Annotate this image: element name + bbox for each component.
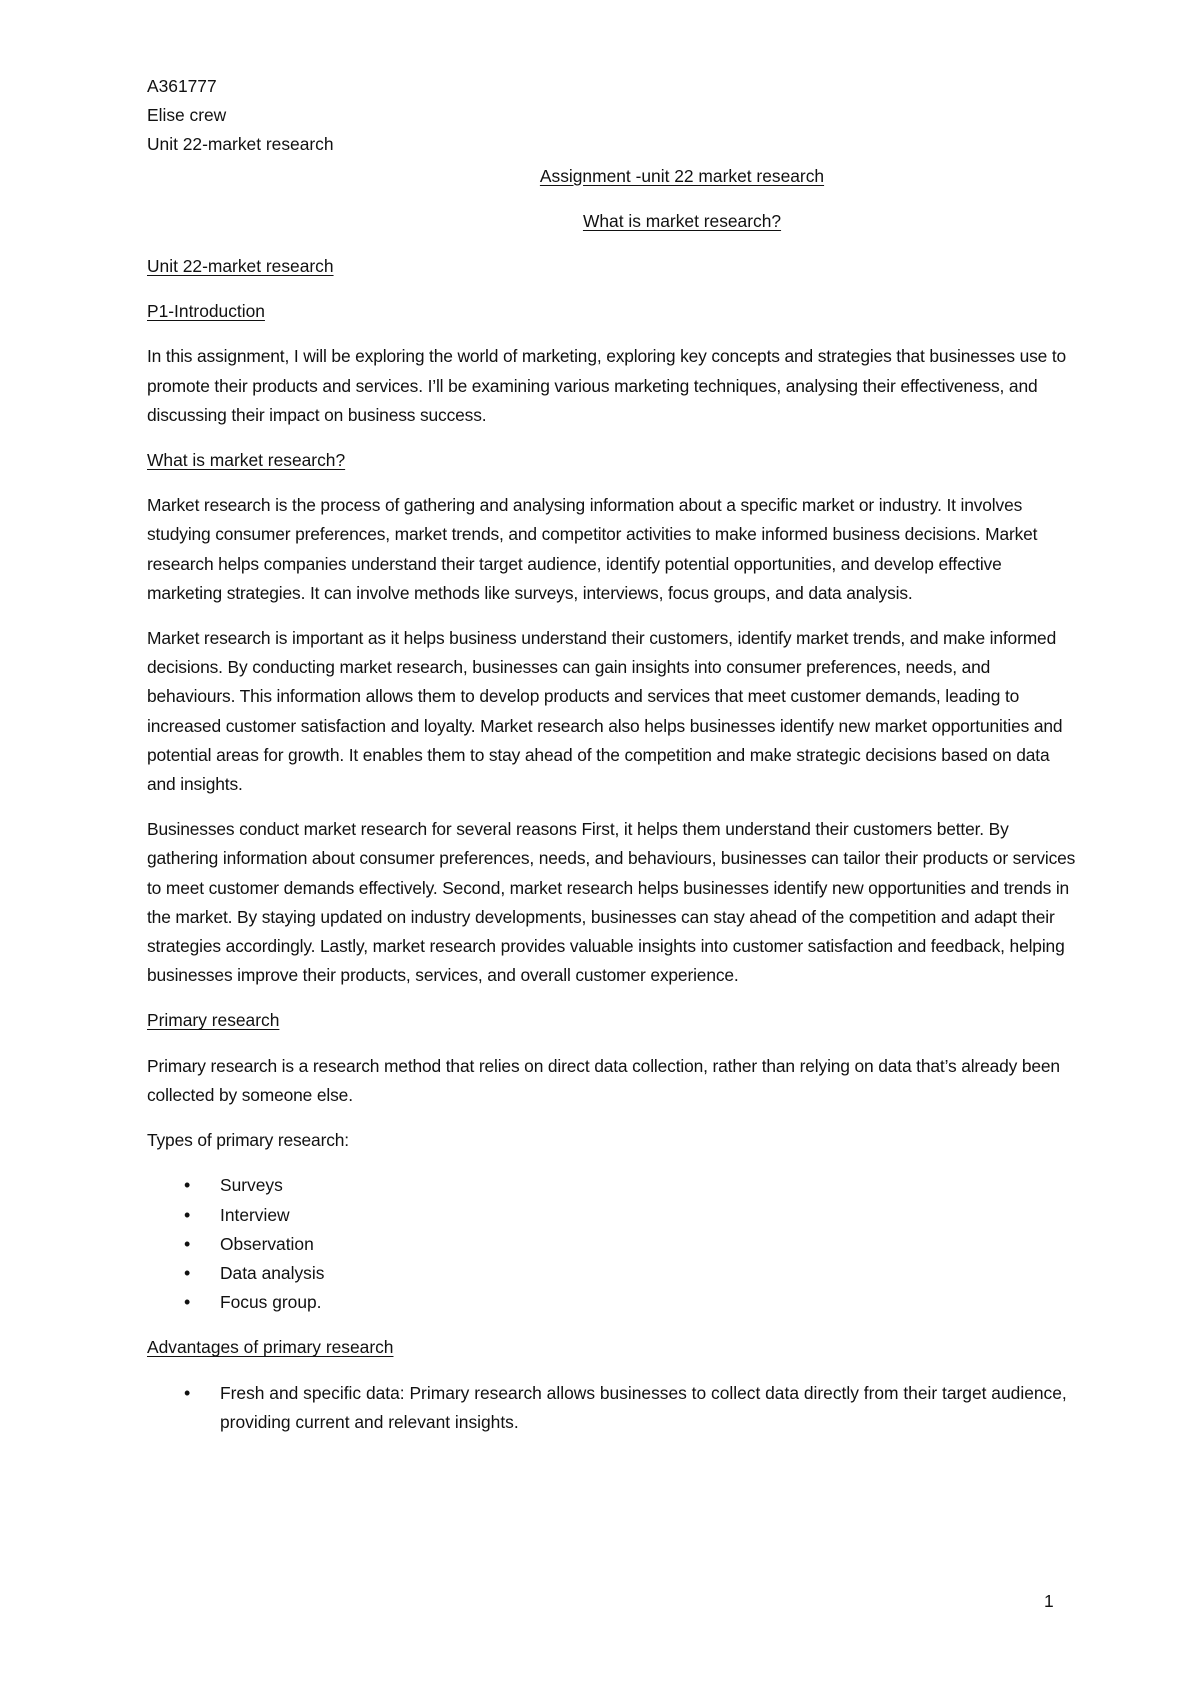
page-number: 1 xyxy=(1044,1591,1054,1611)
list-item: • Interview xyxy=(147,1201,1077,1230)
list-item: • Focus group. xyxy=(147,1288,1077,1317)
document-page xyxy=(147,72,1077,1437)
assignment-question: What is market research? xyxy=(582,210,782,231)
market-research-importance-paragraph: Market research is important as it helps business understand their customers, identify market trends, and make informed decisions. By conducting market research, businesses can gain insights into consumer preferences, needs, and behaviours. This information allows them to develop products and services that meet customer demands, leading to increased customer satisfaction and loyalty. Market research also helps businesses identify new market opportunities and potential areas for growth. It enables them to stay ahead of the competition and make strategic decisions based on data and insights. xyxy=(147,628,1063,795)
introduction-paragraph: In this assignment, I will be exploring the world of marketing, exploring key concepts and strategies that businesses use to promote their products and services. I’ll be examining various marketing techniques, analysing their effectiveness, and discussing their impact on business success. xyxy=(147,346,1067,425)
unit-heading: Unit 22-market research xyxy=(147,256,334,277)
unit-label: Unit 22-market research xyxy=(147,134,334,155)
market-research-reasons-paragraph: Businesses conduct market research for several reasons First, it helps them understand their customers better. By gathering information about consumer preferences, needs, and behaviours, businesses can tailor their products or services to meet customer demands effectively. Second, market research helps businesses identify new opportunities and trends in the market. By staying updated on industry developments, businesses can stay ahead of the competition and adapt their strategies accordingly. Lastly, market research provides valuable insights into customer satisfaction and feedback, helping businesses improve their products, services, and overall customer experience. xyxy=(147,819,1076,986)
list-item: • Surveys xyxy=(147,1171,1077,1200)
introduction-heading: P1-Introduction xyxy=(147,301,265,322)
student-name: Elise crew xyxy=(147,105,227,126)
what-is-market-research-heading: What is market research? xyxy=(147,450,346,471)
market-research-definition-paragraph: Market research is the process of gathering and analysing information about a specific market or industry. It involves studying consumer preferences, market trends, and competitor activities to make informed business decisions. Market research helps companies understand their target audience, identify potential opportunities, and develop effective marketing strategies. It can involve methods like surveys, interviews, focus groups, and data analysis. xyxy=(147,495,1038,603)
primary-research-types-intro: Types of primary research: xyxy=(147,1130,349,1151)
list-item: • Observation xyxy=(147,1230,1077,1259)
assignment-title: Assignment -unit 22 market research xyxy=(539,165,825,186)
primary-research-paragraph: Primary research is a research method that relies on direct data collection, rather than relying on data that’s already been collected by someone else. xyxy=(147,1055,1060,1105)
advantages-heading: Advantages of primary research xyxy=(147,1337,394,1358)
advantages-list xyxy=(147,1379,1077,1437)
list-item: • Fresh and specific data: Primary research allows businesses to collect data directly from their target audience, providing current and relevant insights. xyxy=(147,1379,1077,1437)
student-id: A361777 xyxy=(147,76,217,96)
list-item: • Data analysis xyxy=(147,1259,1077,1288)
primary-research-types-list xyxy=(147,1171,1077,1317)
primary-research-heading: Primary research xyxy=(147,1010,280,1031)
